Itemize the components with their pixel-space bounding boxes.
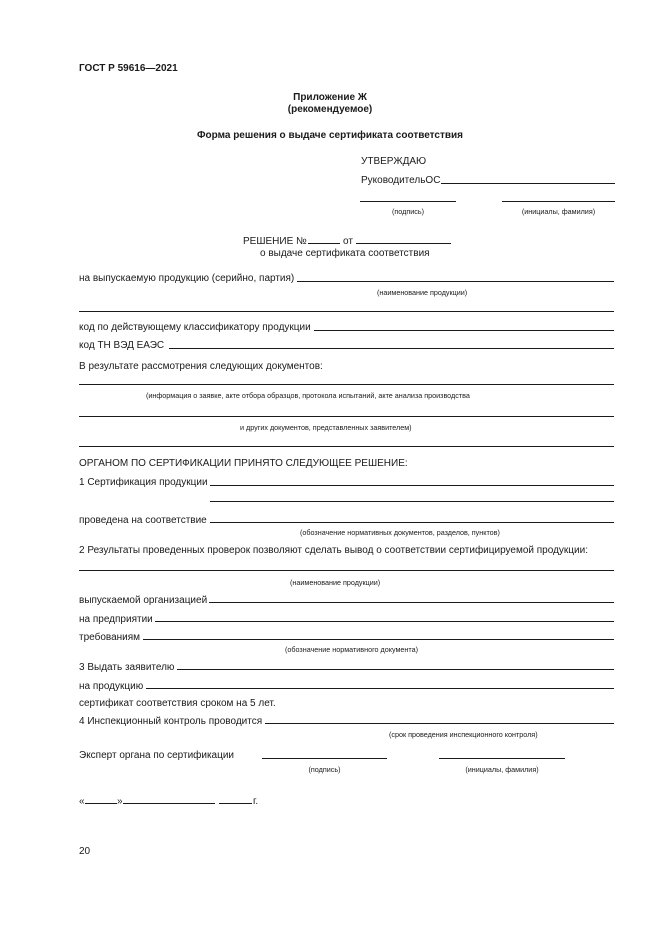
- tnved-label: код ТН ВЭД ЕАЭС: [79, 340, 165, 351]
- organ-decision-heading: ОРГАНОМ ПО СЕРТИФИКАЦИИ ПРИНЯТО СЛЕДУЮЩЕЕ РЕШЕНИЕ:: [79, 458, 408, 469]
- item4-label: 4 Инспекционный контроль проводится: [79, 716, 263, 727]
- standard-code: ГОСТ Р 59616—2021: [79, 63, 178, 74]
- documents-hint-1: (информация о заявке, акте отбора образцов, протокола испытаний, акте анализа производства: [146, 391, 470, 400]
- documents-line-2: [79, 416, 614, 417]
- item3-line: [177, 669, 614, 670]
- expert-initials-hint: (инициалы, фамилия): [465, 765, 539, 774]
- page-number: 20: [79, 846, 91, 857]
- item2-hint: (наименование продукции): [290, 578, 381, 587]
- conformity-hint: (обозначение нормативных документов, разделов, пунктов): [300, 528, 500, 537]
- head-label: РуководительОС: [361, 175, 441, 186]
- item1-line-2: [210, 501, 614, 502]
- approve-label: УТВЕРЖДАЮ: [361, 156, 427, 167]
- plant-label: на предприятии: [79, 614, 153, 625]
- head-initials-line: [502, 201, 615, 202]
- product-line-2: [79, 311, 614, 312]
- for-product-line: [146, 688, 614, 689]
- manufacturer-label: выпускаемой организацией: [79, 595, 208, 606]
- form-title: Форма решения о выдаче сертификата соответствия: [196, 130, 464, 141]
- head-signature-line: [360, 201, 456, 202]
- tnved-line: [169, 348, 614, 349]
- head-line: [441, 183, 615, 184]
- head-initials-hint: (инициалы, фамилия): [521, 207, 596, 216]
- item1-line-1: [210, 485, 614, 486]
- classifier-line: [314, 330, 614, 331]
- expert-signature-line: [262, 758, 387, 759]
- documents-label: В результате рассмотрения следующих документов:: [79, 361, 323, 372]
- documents-hint-2: и других документов, представленных заявителем): [240, 423, 412, 432]
- plant-line: [155, 621, 614, 622]
- date-month-line: [123, 803, 215, 804]
- head-signature-hint: (подпись): [392, 207, 424, 216]
- classifier-label: код по действующему классификатору продукции: [79, 322, 311, 333]
- expert-initials-line: [439, 758, 565, 759]
- item4-hint: (срок проведения инспекционного контроля): [389, 730, 538, 739]
- documents-line-1: [79, 384, 614, 385]
- product-line: [297, 281, 614, 282]
- requirements-label: требованиям: [79, 632, 141, 643]
- product-hint: (наименование продукции): [377, 288, 468, 297]
- documents-line-3: [79, 446, 614, 447]
- item4-line: [265, 723, 614, 724]
- requirements-line: [143, 639, 614, 640]
- item1-label: 1 Сертификация продукции: [79, 477, 208, 488]
- decision-from-label: от: [343, 236, 353, 247]
- item3-label: 3 Выдать заявителю: [79, 662, 175, 673]
- item2-line: [79, 570, 614, 571]
- item2-label: 2 Результаты проведенных проверок позволяют сделать вывод о соответствии сертифицируемой продукции:: [79, 545, 588, 556]
- product-label: на выпускаемую продукцию (серийно, партия): [79, 273, 295, 284]
- decision-date-line: [356, 243, 451, 244]
- expert-signature-hint: (подпись): [308, 765, 341, 774]
- manufacturer-line: [209, 602, 614, 603]
- for-product-label: на продукцию: [79, 681, 144, 692]
- expert-label: Эксперт органа по сертификации: [79, 750, 235, 761]
- date-open-quote: «: [79, 796, 85, 807]
- conformity-label: проведена на соответствие: [79, 515, 207, 526]
- date-year-suffix: г.: [253, 796, 259, 807]
- decision-subtitle: о выдаче сертификата соответствия: [260, 248, 430, 259]
- requirements-hint: (обозначение нормативного документа): [285, 645, 418, 654]
- appendix-title: Приложение Ж: [293, 92, 367, 103]
- appendix-note: (рекомендуемое): [287, 104, 373, 115]
- date-year-line: [219, 803, 252, 804]
- date-day-line: [85, 803, 117, 804]
- date-close-quote: »: [117, 796, 123, 807]
- conformity-line: [210, 522, 614, 523]
- certificate-text: сертификат соответствия сроком на 5 лет.: [79, 698, 276, 709]
- decision-number-line: [308, 243, 340, 244]
- decision-number-label: РЕШЕНИЕ №: [243, 236, 307, 247]
